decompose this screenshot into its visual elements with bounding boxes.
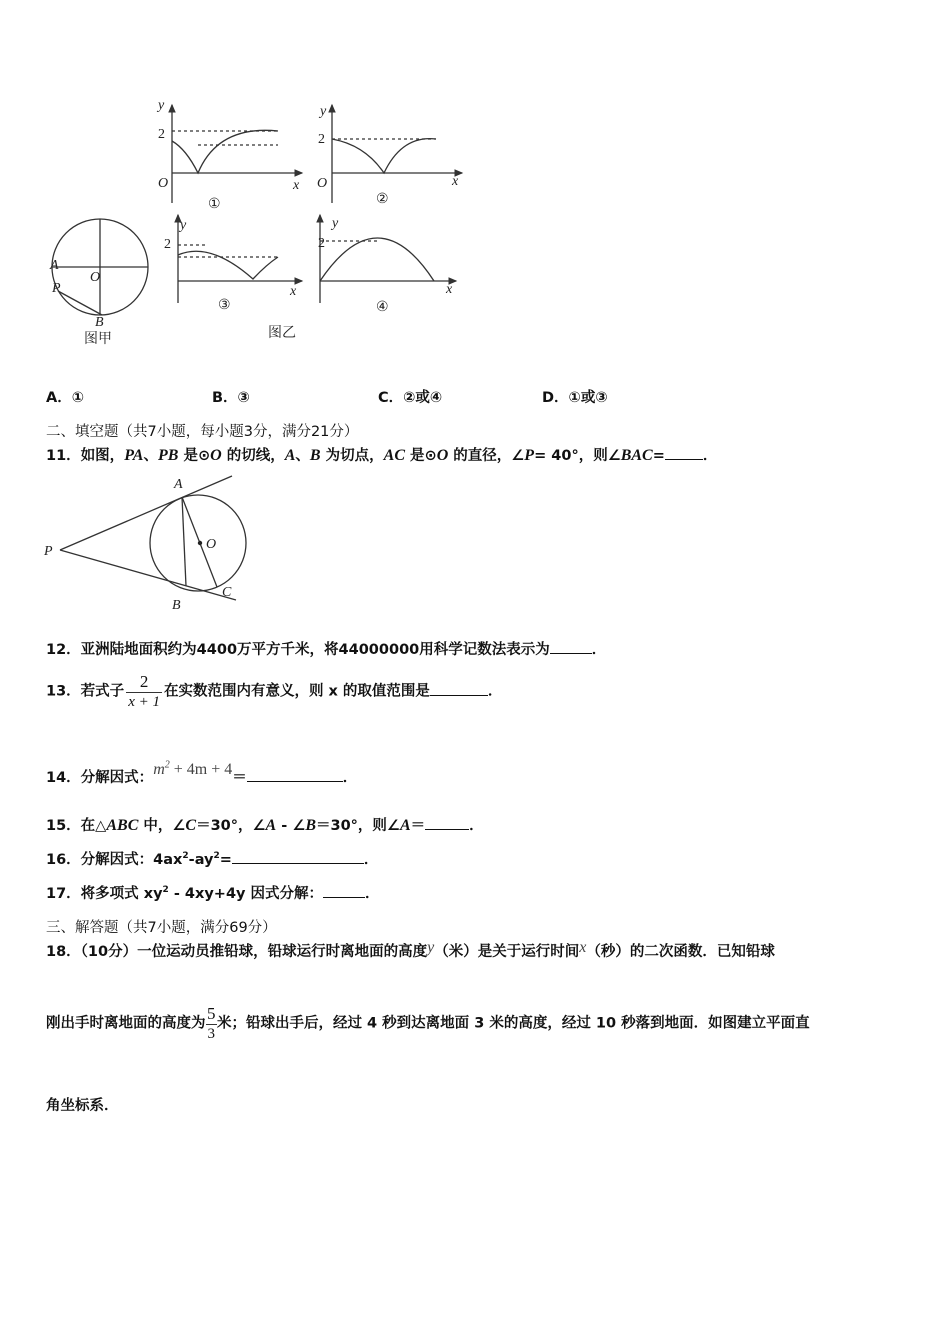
svg-text:P: P (52, 281, 61, 296)
svg-text:O: O (317, 176, 328, 191)
question-11: 11．如图，PA、PB 是⊙O 的切线，A、B 为切点，AC 是⊙O 的直径，∠P= 40°，则∠BAC= ． (46, 447, 718, 464)
answer-blank-14[interactable] (247, 769, 343, 782)
figure-q11-tangent (40, 470, 260, 618)
question-18-line-1: 18．（10分）一位运动员推铅球，铅球运行时离地面的高度y（米）是关于运行时间x（秒）的二次函数．已知铅球 (46, 939, 775, 960)
question-12: 12．亚洲陆地面积约为4400万平方千米，将44000000用科学记数法表示为 ． (46, 642, 607, 658)
expression-m2-4m-4: $m^2 + 4m + 4$ (153, 759, 233, 778)
graph1-tick: 2 (158, 127, 165, 142)
svg-text:y: y (332, 216, 339, 231)
svg-text:O: O (206, 537, 217, 552)
fraction-2-over-x-plus-1: $\frac{2}{x + 1}$ (128, 672, 160, 710)
svg-text:A: A (50, 258, 59, 273)
option-c[interactable]: C．②或④ (378, 390, 443, 406)
graph1-curve (172, 130, 278, 173)
svg-text:C: C (222, 585, 232, 600)
svg-text:2: 2 (318, 236, 325, 251)
svg-text:y: y (320, 104, 327, 119)
answer-blank-13[interactable] (430, 683, 488, 696)
svg-text:y: y (180, 218, 187, 233)
graph1-x-label: x (293, 178, 300, 193)
svg-text:2: 2 (318, 132, 325, 147)
graph2-caption: ② (376, 192, 389, 207)
figure-graphs (40, 95, 470, 355)
svg-text:x: x (452, 174, 459, 189)
question-15: 15．在△ABC 中，∠C＝30°，∠A - ∠B＝30°，则∠A＝ ． (46, 817, 484, 834)
graph1-caption: ① (208, 197, 221, 212)
svg-text:B: B (95, 315, 104, 330)
answer-blank-16[interactable] (232, 851, 364, 864)
section-fill-blank-title: 二、填空题（共7小题，每小题3分，满分21分） (46, 424, 359, 440)
option-d[interactable]: D．①或③ (542, 390, 608, 406)
svg-text:O: O (90, 270, 101, 285)
question-16: 16．分解因式：$4ax^2-ay^2=$ ． (46, 851, 379, 868)
fraction-5-over-3: $\frac{5}{3}$ (207, 1004, 216, 1042)
graph3-caption: ③ (218, 298, 231, 313)
question-13: 13．若式子 $\frac{2}{x + 1}$ 在实数范围内有意义，则 x 的取值范围是 ． (46, 672, 503, 710)
question-18-line-2: 刚出手时离地面的高度为 $\frac{5}{3}$ 米；铅球出手后，经过 4 秒到达离地面 3 米的高度，经过 10 秒落到地面．如图建立平面直 (46, 1004, 810, 1042)
option-b[interactable]: B．③ (212, 390, 250, 406)
answer-blank-11[interactable] (665, 447, 703, 460)
question-17: 17．将多项式 $xy^2 - 4xy+4y$ 因式分解： ． (46, 885, 380, 902)
svg-text:x: x (290, 284, 297, 299)
question-14: 14．分解因式：$m^2 + 4m + 4=$ ． (46, 759, 358, 786)
graph4-caption: ④ (376, 300, 389, 315)
graph1-y-label: y (158, 98, 165, 113)
section-solve-title: 三、解答题（共7小题，满分69分） (46, 920, 277, 936)
answer-blank-15[interactable] (425, 817, 469, 830)
svg-text:x: x (446, 282, 453, 297)
svg-text:B: B (172, 598, 181, 613)
graph1-origin: O (158, 176, 169, 191)
answer-blank-17[interactable] (323, 885, 365, 898)
svg-text:A: A (174, 477, 183, 492)
figure-yi-caption: 图乙 (268, 326, 296, 341)
svg-text:P: P (44, 544, 53, 559)
figure-jia-caption: 图甲 (84, 332, 112, 347)
tangent-pb (60, 550, 236, 600)
question-18-line-3: 角坐标系． (46, 1098, 119, 1114)
svg-text:2: 2 (164, 237, 171, 252)
option-a[interactable]: A．① (46, 390, 84, 406)
answer-blank-12[interactable] (550, 641, 592, 654)
